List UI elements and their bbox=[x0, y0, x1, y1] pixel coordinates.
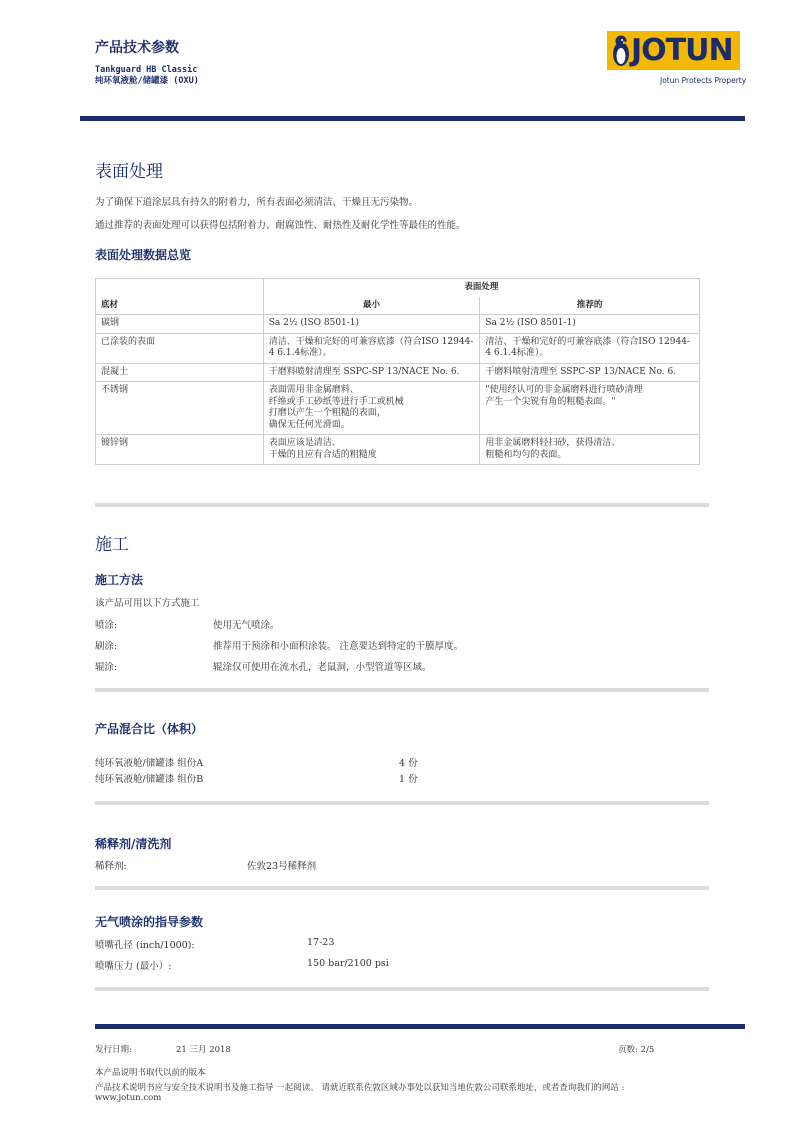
cell-substrate: 混凝土 bbox=[96, 363, 264, 382]
header-surface-preparation: 表面处理 bbox=[263, 279, 699, 297]
thinner-title: 稀释剂/清洗剂 bbox=[95, 837, 172, 851]
section-divider bbox=[95, 688, 709, 692]
airless-param-label: 喷嘴压力 (最小）: bbox=[95, 961, 172, 972]
surface-preparation-table bbox=[95, 278, 700, 465]
cell-minimum: Sa 2½ (ISO 8501-1) bbox=[263, 315, 480, 334]
cell-substrate: 已涂装的表面 bbox=[96, 333, 264, 363]
page-number: 页数: 2/5 bbox=[618, 1045, 655, 1055]
cell-recommended: 清洁、干燥和完好的可兼容底漆（符合ISO 12944-4 6.1.4标准）。 bbox=[480, 333, 700, 363]
website-link[interactable]: www.jotun.com bbox=[95, 1093, 162, 1103]
mix-component-label: 纯环氧液舱/储罐漆 组份B bbox=[95, 774, 204, 785]
cell-substrate: 不锈钢 bbox=[96, 382, 264, 435]
cell-minimum: 干磨料喷射清理至 SSPC-SP 13/NACE No. 6. bbox=[263, 363, 480, 382]
method-label: 喷涂: bbox=[95, 620, 118, 631]
table-row bbox=[96, 333, 700, 363]
section-divider bbox=[95, 503, 709, 507]
logo-wordmark: JOTUN bbox=[631, 33, 733, 68]
table-row bbox=[96, 382, 700, 435]
table-row bbox=[96, 435, 700, 465]
section-divider bbox=[95, 987, 709, 991]
mixing-ratio-title: 产品混合比（体积） bbox=[95, 722, 204, 736]
airless-param-value: 17-23 bbox=[307, 937, 335, 948]
penguin-logo-icon bbox=[611, 34, 631, 67]
cell-substrate: 镀锌钢 bbox=[96, 435, 264, 465]
method-value: 辊涂仅可使用在流水孔，老鼠洞，小型管道等区域。 bbox=[213, 662, 432, 673]
table-row bbox=[96, 315, 700, 334]
airless-spray-title: 无气喷涂的指导参数 bbox=[95, 915, 204, 929]
logo-tagline: Jotun Protects Property bbox=[660, 76, 747, 85]
method-label: 刷涂: bbox=[95, 641, 118, 652]
issue-date: 21 三月 2018 bbox=[176, 1045, 231, 1055]
method-value: 推荐用于预涂和小面积涂装。 注意要达到特定的干膜厚度。 bbox=[213, 641, 464, 652]
footer-rule bbox=[95, 1024, 745, 1029]
surface-summary-title: 表面处理数据总览 bbox=[95, 248, 192, 262]
cell-substrate: 碳钢 bbox=[96, 315, 264, 334]
cell-recommended: 用非金属磨料轻扫砂，获得清洁、 粗糙和均匀的表面。 bbox=[480, 435, 700, 465]
header-recommended: 推荐的 bbox=[480, 297, 700, 315]
header-substrate: 底材 bbox=[96, 279, 264, 315]
header-minimum: 最小 bbox=[263, 297, 480, 315]
cell-minimum: 表面应该是清洁、 干燥的且应有合适的粗糙度 bbox=[263, 435, 480, 465]
airless-param-value: 150 bar/2100 psi bbox=[307, 958, 389, 969]
surface-paragraph-2: 通过推荐的表面处理可以获得包括附着力、耐腐蚀性、耐热性及耐化学性等最佳的性能。 bbox=[95, 220, 466, 231]
thinner-label: 稀释剂: bbox=[95, 861, 127, 872]
cell-recommended: 干磨料喷射清理至 SSPC-SP 13/NACE No. 6. bbox=[480, 363, 700, 382]
mix-component-value: 1 份 bbox=[399, 774, 418, 785]
cell-minimum: 表面需用非金属磨料、 纤维或手工砂纸等进行手工或机械 打磨以产生一个粗糙的表面， 确保无任何光滑面。 bbox=[263, 382, 480, 435]
mix-component-value: 4 份 bbox=[399, 758, 418, 769]
reading-note: 产品技术说明书应与安全技术说明书及施工指导 一起阅读。 请就近联系佐敦区域办事处以获知当地佐敦公司联系地址，或者查询我们的网站 : bbox=[95, 1083, 625, 1093]
method-label: 辊涂: bbox=[95, 662, 118, 673]
table-header-row bbox=[96, 279, 700, 297]
cell-recommended: Sa 2½ (ISO 8501-1) bbox=[480, 315, 700, 334]
method-value: 使用无气喷涂。 bbox=[213, 620, 280, 631]
document-title: 产品技术参数 bbox=[95, 40, 179, 56]
airless-param-label: 喷嘴孔径 (inch/1000): bbox=[95, 940, 195, 951]
methods-intro: 该产品可用以下方式施工 bbox=[95, 598, 200, 609]
section-divider bbox=[95, 801, 709, 805]
methods-title: 施工方法 bbox=[95, 573, 144, 587]
table-row bbox=[96, 363, 700, 382]
issue-date-label: 发行日期: bbox=[95, 1045, 132, 1055]
cell-minimum: 清洁、干燥和完好的可兼容底漆（符合ISO 12944-4 6.1.4标准）。 bbox=[263, 333, 480, 363]
header-rule bbox=[80, 116, 745, 121]
product-name bbox=[95, 65, 199, 87]
section-title-application: 施工 bbox=[95, 535, 129, 555]
mix-component-label: 纯环氧液舱/储罐漆 组份A bbox=[95, 758, 204, 769]
thinner-value: 佐敦23号稀释剂 bbox=[247, 861, 317, 872]
product-name-cn: 纯环氧液舱/储罐漆 (OXU) bbox=[95, 76, 199, 86]
product-name-en: Tankguard HB Classic bbox=[95, 65, 198, 75]
surface-paragraph-1: 为了确保下道涂层具有持久的附着力，所有表面必须清洁、干燥且无污染物。 bbox=[95, 197, 419, 208]
cell-recommended: "使用经认可的非金属磨料进行喷砂清理 产生一个尖锐有角的粗糙表面。" bbox=[480, 382, 700, 435]
section-divider bbox=[95, 886, 709, 890]
section-title-surface: 表面处理 bbox=[95, 162, 163, 182]
supersede-note: 本产品说明书取代以前的版本 bbox=[95, 1068, 206, 1078]
